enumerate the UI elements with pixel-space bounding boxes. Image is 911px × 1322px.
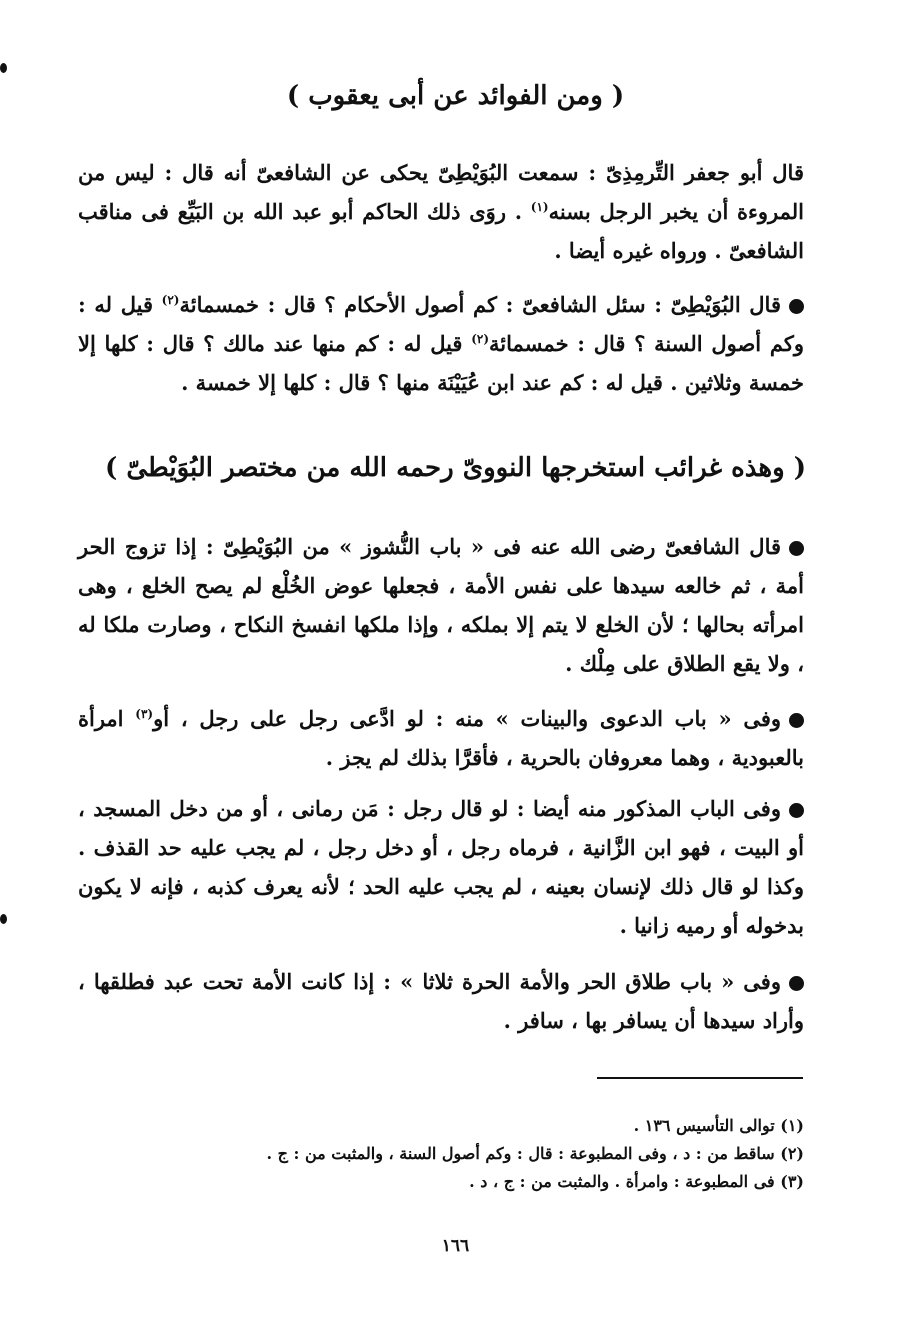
- paragraph: [78, 699, 804, 777]
- paragraph: [78, 153, 804, 270]
- paragraph-text: قيل له : وكم أصول السنة ؟ قال : خمسمائة: [78, 292, 804, 356]
- bullet-icon: [789, 803, 804, 818]
- bullet-icon: [789, 713, 804, 728]
- section-heading: ( وهذه غرائب استخرجها النووىّ رحمه الله من مختصر البُوَيْطىّ ): [105, 453, 806, 483]
- footnote-ref: (٢): [161, 293, 180, 307]
- paragraph-text: وفى « باب الدعوى والبينات » منه : لو ادَّعى رجل على رجل ، أو: [153, 706, 781, 731]
- footnote-ref: (٢): [471, 332, 490, 346]
- footnotes: [120, 1112, 804, 1196]
- footnote-divider: [597, 1077, 803, 1079]
- paragraph: [78, 285, 804, 402]
- footnote-ref: (٣): [135, 707, 154, 721]
- margin-mark: [0, 63, 7, 73]
- paragraph-text: قال أبو جعفر التِّرمِذِىّ : سمعت البُوَيْطِىّ يحكى عن الشافعىّ أنه قال : ليس من المروءة أن يخبر الرجل بسنه: [78, 160, 804, 224]
- footnote-ref: (١): [530, 200, 549, 214]
- paragraph: [78, 527, 804, 683]
- paragraph-text: . روَى ذلك الحاكم أبو عبد الله بن البَيِّع فى مناقب الشافعىّ . ورواه غيره أيضا .: [78, 199, 804, 263]
- bullet-icon: [789, 541, 804, 556]
- bullet-icon: [789, 976, 804, 991]
- paragraph: [78, 789, 804, 945]
- footnote: (٣) فى المطبوعة : وامرأة . والمثبت من : ج ، د .: [469, 1172, 804, 1191]
- paragraph-text: قيل له : كم منها عند مالك ؟ قال : كلها إلا خمسة وثلاثين . قيل له : كم عند ابن عُيَيْنَة منها ؟ قال : كلها إلا خمسة .: [78, 331, 804, 395]
- paragraph-text: امرأة بالعبودية ، وهما معروفان بالحرية ، فأقرَّا بذلك لم يجز .: [78, 706, 804, 770]
- paragraph-text: قال البُوَيْطِىّ : سئل الشافعىّ : كم أصول الأحكام ؟ قال : خمسمائة: [179, 292, 781, 317]
- paragraph-text: قال الشافعىّ رضى الله عنه فى « باب النُّشوز » من البُوَيْطِىّ : إذا تزوج الحر أمة ، ثم خالعه سيدها على نفس الأمة ، فجعلها عوض الخُلْع لم يصح الخلع ، وهى امرأته بحالها ؛ لأن الخلع لا يتم إلا بملكه ، وإذا ملكها انفسخ النكاح ، وصارت ملكا له ، ولا يقع الطلاق على مِلْك .: [78, 534, 804, 676]
- paragraph: [78, 962, 804, 1040]
- bullet-icon: [789, 299, 804, 314]
- paragraph-text: وفى الباب المذكور منه أيضا : لو قال رجل : مَن رمانى ، أو من دخل المسجد ، أو البيت ، فهو ابن الزَّانية ، فرماه رجل ، أو دخل رجل ، لم يجب عليه حد القذف . وكذا لو قال ذلك لإنسان بعينه ، لم يجب عليه الحد ؛ لأنه يعرف كذبه ، فإنه لا يكون بدخوله أو رميه زانيا .: [78, 796, 804, 938]
- page-number: ١٦٦: [441, 1236, 470, 1256]
- footnote: (١) توالى التأسيس ١٣٦ .: [633, 1116, 804, 1135]
- section-heading: ( ومن الفوائد عن أبى يعقوب ): [286, 81, 625, 111]
- paragraph-text: وفى « باب طلاق الحر والأمة الحرة ثلاثا » : إذا كانت الأمة تحت عبد فطلقها ، وأراد سيدها أن يسافر بها ، سافر .: [78, 969, 804, 1033]
- footnote: (٢) ساقط من : د ، وفى المطبوعة : قال : وكم أصول السنة ، والمثبت من : ج .: [266, 1144, 804, 1163]
- margin-mark: [0, 914, 7, 924]
